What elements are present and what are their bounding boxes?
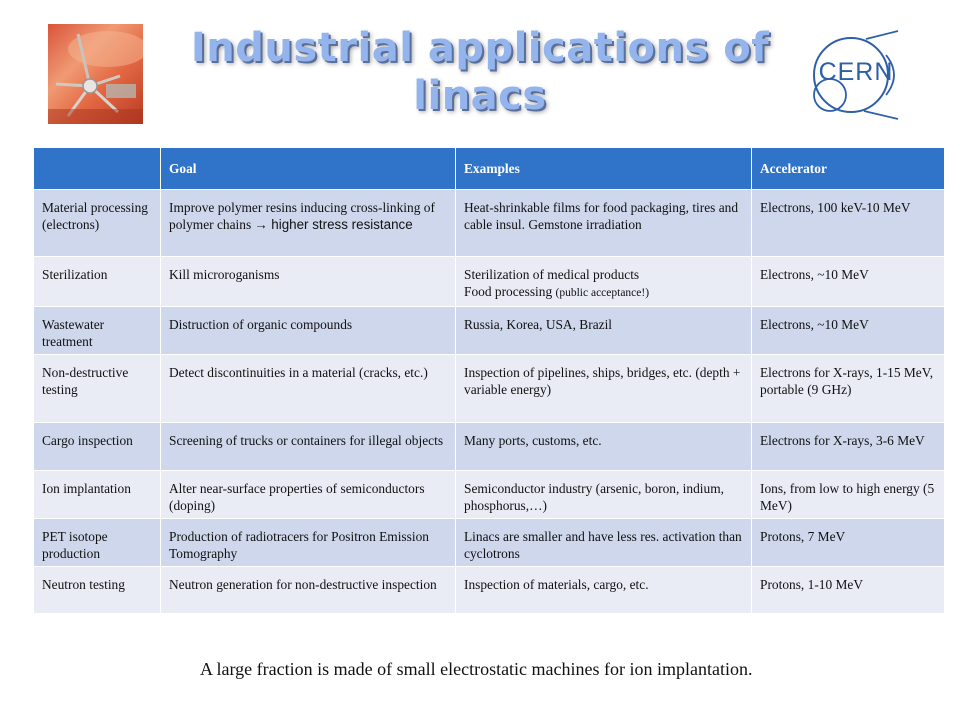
cell-accelerator: Protons, 7 MeV (752, 519, 945, 567)
cell-examples: Many ports, customs, etc. (456, 423, 752, 471)
cell-goal: Distruction of organic compounds (161, 307, 456, 355)
table-row (34, 355, 945, 423)
cell-accelerator: Electrons, 100 keV-10 MeV (752, 190, 945, 257)
cell-examples-note: (public acceptance!) (555, 287, 650, 299)
cell-goal: Neutron generation for non-destructive inspection (161, 567, 456, 614)
table-row (34, 471, 945, 519)
cell-examples: Linacs are smaller and have less res. activation than cyclotrons (456, 519, 752, 567)
applications-table (33, 147, 945, 614)
table-row (34, 257, 945, 307)
cell-application: Ion implantation (34, 471, 161, 519)
cell-examples (456, 257, 752, 307)
cell-goal-text: Improve polymer resins inducing cross-linking of polymer chains → (169, 200, 435, 232)
table-row (34, 307, 945, 355)
cell-goal: Detect discontinuities in a material (cracks, etc.) (161, 355, 456, 423)
cell-examples: Heat-shrinkable films for food packaging, tires and cable insul. Gemstone irradiation (456, 190, 752, 257)
cell-examples-line1: Sterilization of medical products (464, 267, 640, 282)
cern-logo-text: CERN (818, 58, 894, 86)
cell-examples: Inspection of materials, cargo, etc. (456, 567, 752, 614)
slide-title (165, 24, 795, 120)
cern-logo (806, 25, 906, 125)
table-row (34, 567, 945, 614)
table-row (34, 519, 945, 567)
cell-application: Sterilization (34, 257, 161, 307)
cell-examples: Semiconductor industry (arsenic, boron, indium, phosphorus,…) (456, 471, 752, 519)
cell-goal: Screening of trucks or containers for illegal objects (161, 423, 456, 471)
table-row (34, 423, 945, 471)
slide-title-line1: Industrial applications of (190, 25, 770, 71)
cell-accelerator: Electrons for X-rays, 3-6 MeV (752, 423, 945, 471)
cell-examples: Inspection of pipelines, ships, bridges, etc. (depth + variable energy) (456, 355, 752, 423)
table-row (34, 190, 945, 257)
cell-examples: Russia, Korea, USA, Brazil (456, 307, 752, 355)
table-header-row (34, 148, 945, 190)
header-goal: Goal (161, 148, 456, 190)
linac-photo (48, 24, 143, 124)
cell-accelerator: Electrons, ~10 MeV (752, 257, 945, 307)
cell-application: Wastewater treatment (34, 307, 161, 355)
cell-goal (161, 190, 456, 257)
cell-accelerator: Electrons, ~10 MeV (752, 307, 945, 355)
cell-accelerator: Ions, from low to high energy (5 MeV) (752, 471, 945, 519)
cell-goal: Production of radiotracers for Positron Emission Tomography (161, 519, 456, 567)
cell-examples-line2 (464, 283, 743, 302)
footnote: A large fraction is made of small electrostatic machines for ion implantation. (200, 659, 753, 679)
cell-accelerator: Protons, 1-10 MeV (752, 567, 945, 614)
header-accelerator: Accelerator (752, 148, 945, 190)
cell-application: Non-destructive testing (34, 355, 161, 423)
slide-title-line2: linacs (413, 73, 547, 119)
cell-application: PET isotope production (34, 519, 161, 567)
cell-goal: Alter near-surface properties of semiconductors (doping) (161, 471, 456, 519)
linac-photo-illustration (48, 24, 143, 124)
cell-examples-line2-text: Food processing (464, 284, 553, 299)
cell-goal-extra: higher stress resistance (271, 217, 413, 232)
cell-goal: Kill microroganisms (161, 257, 456, 307)
header-examples: Examples (456, 148, 752, 190)
cell-application: Cargo inspection (34, 423, 161, 471)
cell-application: Neutron testing (34, 567, 161, 614)
cell-accelerator: Electrons for X-rays, 1-15 MeV, portable (9 GHz) (752, 355, 945, 423)
header-application (34, 148, 161, 190)
cell-application: Material processing (electrons) (34, 190, 161, 257)
